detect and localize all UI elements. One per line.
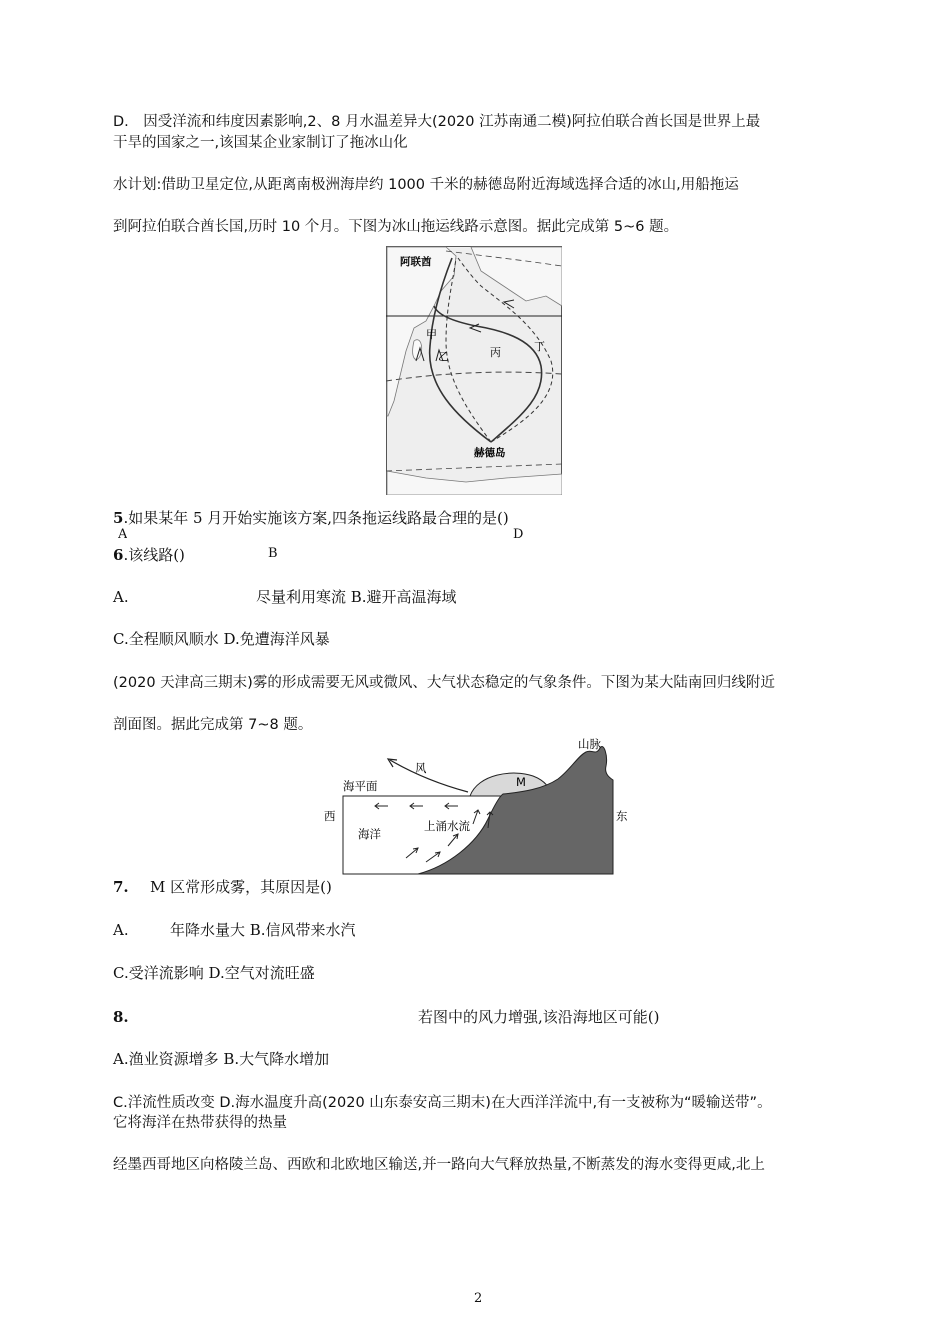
passage-3-line-1: C.洋流性质改变 D.海水温度升高(2020 山东泰安高三期末)在大西洋洋流中,有一支被称为“暖输送带”。 [113, 1095, 772, 1111]
passage-3-line-3: 经墨西哥地区向格陵兰岛、西欧和北欧地区输送,并一路向大气释放热量,不断蒸发的海水变得更咸,北上 [113, 1157, 765, 1173]
label-wind: 风 [415, 761, 427, 775]
q6-options-cd: C.全程顺风顺水 D.免遭海洋风暴 [113, 630, 330, 648]
passage-2-line-2: 剖面图。据此完成第 7~8 题。 [113, 717, 313, 733]
iceberg-route-map [386, 246, 562, 495]
stray-option-b: B [268, 547, 278, 558]
label-sea-level: 海平面 [343, 779, 378, 793]
question-5 [113, 508, 509, 528]
label-yi: 乙 [438, 350, 449, 363]
text-line-4: 到阿拉伯联合酋长国,历时 10 个月。下图为冰山拖运线路示意图。据此完成第 5~6 题。 [113, 219, 679, 235]
question-7-number: 7. [113, 878, 129, 896]
question-7-stem: M 区常形成雾，其原因是() [150, 878, 332, 896]
text-line-1: D. 因受洋流和纬度因素影响,2、8 月水温差异大(2020 江苏南通二模)阿拉伯联合酋长国是世界上最 [113, 114, 761, 130]
question-8-number: 8. [113, 1008, 129, 1026]
text-line-3: 水计划:借助卫星定位,从距离南极洲海岸约 1000 千米的赫德岛附近海域选择合适的冰山,用船拖运 [113, 177, 739, 193]
label-ding: 丁 [534, 340, 545, 353]
label-east: 东 [616, 809, 628, 823]
q7-options-cd: C.受洋流影响 D.空气对流旺盛 [113, 964, 315, 982]
q7-options-ab: 年降水量大 B.信风带来水汽 [170, 921, 356, 939]
label-bing: 丙 [490, 346, 501, 359]
passage-3-line-2: 它将海洋在热带获得的热量 [113, 1115, 287, 1131]
label-upwelling: 上涌水流 [424, 819, 470, 833]
page-number: 2 [474, 1291, 483, 1306]
question-6-number: 6 [113, 546, 124, 564]
stray-option-d: D [513, 528, 524, 538]
q7-option-a-label: A. [113, 921, 129, 939]
question-5-stem: .如果某年 5 月开始实施该方案,四条拖运线路最合理的是() [123, 509, 509, 527]
text-line-2: 干旱的国家之一,该国某企业家制订了拖冰山化 [113, 135, 408, 151]
label-m: M [516, 775, 526, 789]
coastal-profile-diagram [318, 734, 638, 876]
q6-option-a-label: A. [113, 588, 129, 606]
question-8-stem: 若图中的风力增强,该沿海地区可能() [418, 1008, 660, 1026]
label-uae: 阿联酋 [400, 256, 432, 268]
passage-2-line-1: (2020 天津高三期末)雾的形成需要无风或微风、大气状态稳定的气象条件。下图为某大陆南回归线附近 [113, 675, 775, 691]
question-6 [113, 545, 185, 565]
label-jia: 甲 [426, 328, 437, 341]
label-west: 西 [324, 809, 336, 823]
label-mountain: 山脉 [578, 737, 601, 751]
question-5-number: 5 [113, 509, 124, 527]
q8-options-ab: A.渔业资源增多 B.大气降水增加 [113, 1050, 330, 1068]
question-6-stem: .该线路() [123, 546, 185, 564]
label-heard-island: 赫德岛 [474, 447, 506, 459]
stray-option-a: A [118, 528, 128, 538]
q6-options-ab: 尽量利用寒流 B.避开高温海域 [256, 588, 457, 606]
label-ocean: 海洋 [358, 827, 381, 841]
